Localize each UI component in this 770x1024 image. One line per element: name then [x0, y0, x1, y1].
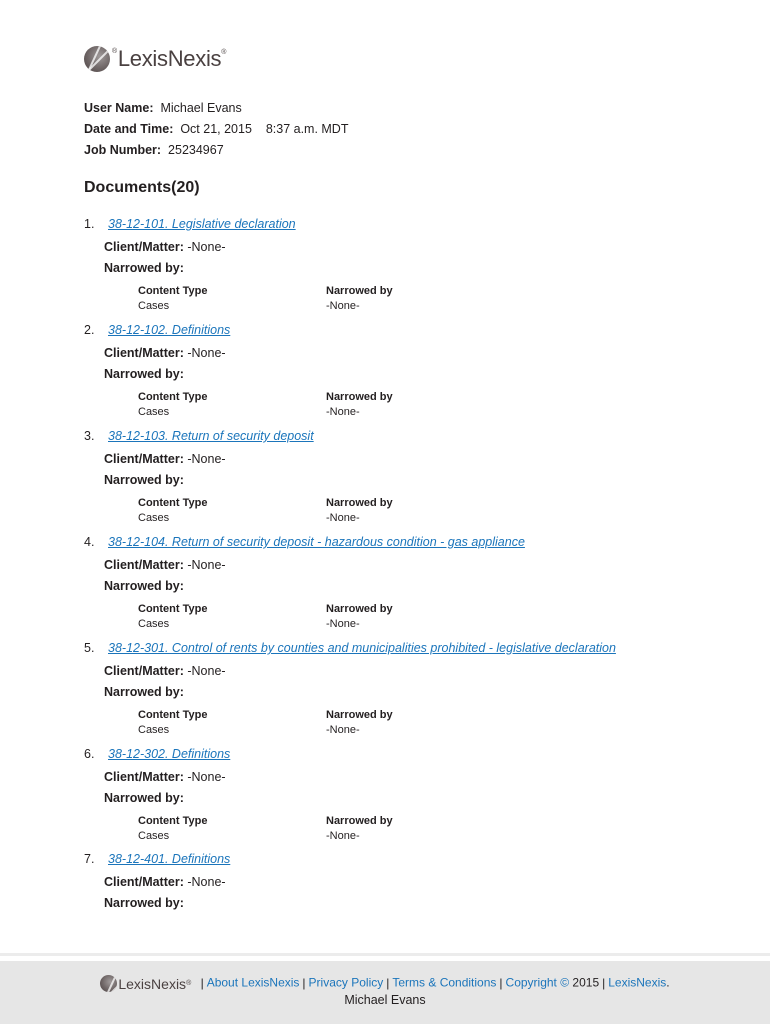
client-matter-row — [104, 452, 226, 466]
user-name-label: User Name: — [84, 101, 154, 115]
narrowed-by-label: Narrowed by: — [104, 685, 184, 699]
lexisnexis-wordmark: ®LexisNexis® — [112, 46, 227, 71]
content-type-value: Cases — [138, 512, 170, 524]
footer-user-name: Michael Evans — [344, 993, 426, 1007]
document-entry — [84, 429, 704, 524]
content-type-header: Content Type — [138, 497, 208, 509]
client-matter-value: -None- — [187, 875, 226, 889]
narrowed-by-header: Narrowed by — [326, 391, 393, 403]
document-entry — [84, 217, 704, 312]
narrowed-by-value: -None- — [326, 830, 360, 842]
content-type-header: Content Type — [138, 709, 208, 721]
job-number-row — [84, 140, 348, 161]
footer-logo: LexisNexis ® — [100, 975, 191, 992]
content-type-value: Cases — [138, 618, 170, 630]
document-number: 6. — [84, 747, 95, 761]
client-matter-value: -None- — [187, 346, 226, 360]
narrowed-by-header: Narrowed by — [326, 815, 393, 827]
narrowed-by-label: Narrowed by: — [104, 896, 184, 910]
document-number: 2. — [84, 323, 95, 337]
client-matter-label: Client/Matter: — [104, 346, 184, 360]
document-number: 4. — [84, 535, 95, 549]
footer-divider — [0, 953, 770, 956]
date-time-row — [84, 119, 348, 140]
lexisnexis-logo — [84, 44, 226, 74]
copyright-link[interactable]: Copyright © — [505, 975, 570, 990]
client-matter-row — [104, 664, 226, 678]
document-link[interactable]: 38-12-401. Definitions — [108, 852, 231, 866]
document-number: 1. — [84, 217, 95, 231]
footer-period: . — [666, 975, 670, 990]
narrowed-by-header: Narrowed by — [326, 709, 393, 721]
client-matter-row — [104, 346, 226, 360]
documents-heading: Documents(20) — [84, 179, 200, 196]
client-matter-label: Client/Matter: — [104, 452, 184, 466]
client-matter-label: Client/Matter: — [104, 558, 184, 572]
client-matter-row — [104, 875, 226, 889]
document-number: 3. — [84, 429, 95, 443]
client-matter-row — [104, 558, 226, 572]
client-matter-row — [104, 240, 226, 254]
lexisnexis-globe-icon — [84, 46, 110, 72]
footer-wordmark: LexisNexis — [118, 975, 187, 992]
client-matter-value: -None- — [187, 770, 226, 784]
client-matter-label: Client/Matter: — [104, 875, 184, 889]
date-value: Oct 21, 2015 — [180, 122, 252, 136]
content-type-value: Cases — [138, 300, 170, 312]
content-type-header: Content Type — [138, 285, 208, 297]
client-matter-label: Client/Matter: — [104, 240, 184, 254]
narrowed-by-header: Narrowed by — [326, 285, 393, 297]
content-type-value: Cases — [138, 724, 170, 736]
document-link[interactable]: 38-12-104. Return of security deposit - hazardous condition - gas appliance — [108, 535, 525, 549]
client-matter-row — [104, 770, 226, 784]
client-matter-value: -None- — [187, 664, 226, 678]
job-metadata — [84, 98, 348, 161]
narrowed-by-header: Narrowed by — [326, 497, 393, 509]
content-type-header: Content Type — [138, 815, 208, 827]
job-number-label: Job Number: — [84, 143, 162, 157]
privacy-policy-link[interactable]: Privacy Policy — [308, 975, 384, 990]
document-entry — [84, 535, 704, 630]
narrowed-by-label: Narrowed by: — [104, 579, 184, 593]
document-link[interactable]: 38-12-103. Return of security deposit — [108, 429, 314, 443]
document-link[interactable]: 38-12-302. Definitions — [108, 747, 231, 761]
time-value: 8:37 a.m. MDT — [265, 122, 349, 136]
document-entry — [84, 852, 704, 910]
content-type-value: Cases — [138, 406, 170, 418]
document-link[interactable]: 38-12-301. Control of rents by counties and municipalities prohibited - legislative declaration — [108, 641, 616, 655]
narrowed-by-value: -None- — [326, 406, 360, 418]
page-footer — [0, 961, 770, 1024]
date-time-label: Date and Time: — [84, 122, 174, 136]
narrowed-by-label: Narrowed by: — [104, 367, 184, 381]
user-name-value: Michael Evans — [160, 101, 242, 115]
terms-link[interactable]: Terms & Conditions — [392, 975, 497, 990]
document-number: 5. — [84, 641, 95, 655]
about-link[interactable]: About LexisNexis — [206, 975, 300, 990]
footer-links: LexisNexis ® | About LexisNexis | Privacy Policy | Terms & Conditions | Copyright © 2015 | LexisNexis. — [0, 975, 770, 992]
narrowed-by-label: Narrowed by: — [104, 261, 184, 275]
lexisnexis-link[interactable]: LexisNexis — [608, 975, 667, 990]
document-entry — [84, 641, 704, 736]
content-type-header: Content Type — [138, 391, 208, 403]
narrowed-by-header: Narrowed by — [326, 603, 393, 615]
narrowed-by-value: -None- — [326, 300, 360, 312]
narrowed-by-value: -None- — [326, 618, 360, 630]
document-entry — [84, 747, 704, 842]
narrowed-by-value: -None- — [326, 512, 360, 524]
client-matter-value: -None- — [187, 558, 226, 572]
job-number-value: 25234967 — [168, 143, 224, 157]
client-matter-label: Client/Matter: — [104, 770, 184, 784]
document-entry — [84, 323, 704, 418]
document-link[interactable]: 38-12-102. Definitions — [108, 323, 231, 337]
document-link[interactable]: 38-12-101. Legislative declaration — [108, 217, 296, 231]
client-matter-value: -None- — [187, 240, 226, 254]
narrowed-by-label: Narrowed by: — [104, 473, 184, 487]
client-matter-label: Client/Matter: — [104, 664, 184, 678]
copyright-year: 2015 — [572, 975, 600, 990]
narrowed-by-value: -None- — [326, 724, 360, 736]
client-matter-value: -None- — [187, 452, 226, 466]
content-type-header: Content Type — [138, 603, 208, 615]
document-number: 7. — [84, 852, 95, 866]
narrowed-by-label: Narrowed by: — [104, 791, 184, 805]
content-type-value: Cases — [138, 830, 170, 842]
lexisnexis-globe-icon — [100, 975, 117, 992]
user-name-row — [84, 98, 348, 119]
